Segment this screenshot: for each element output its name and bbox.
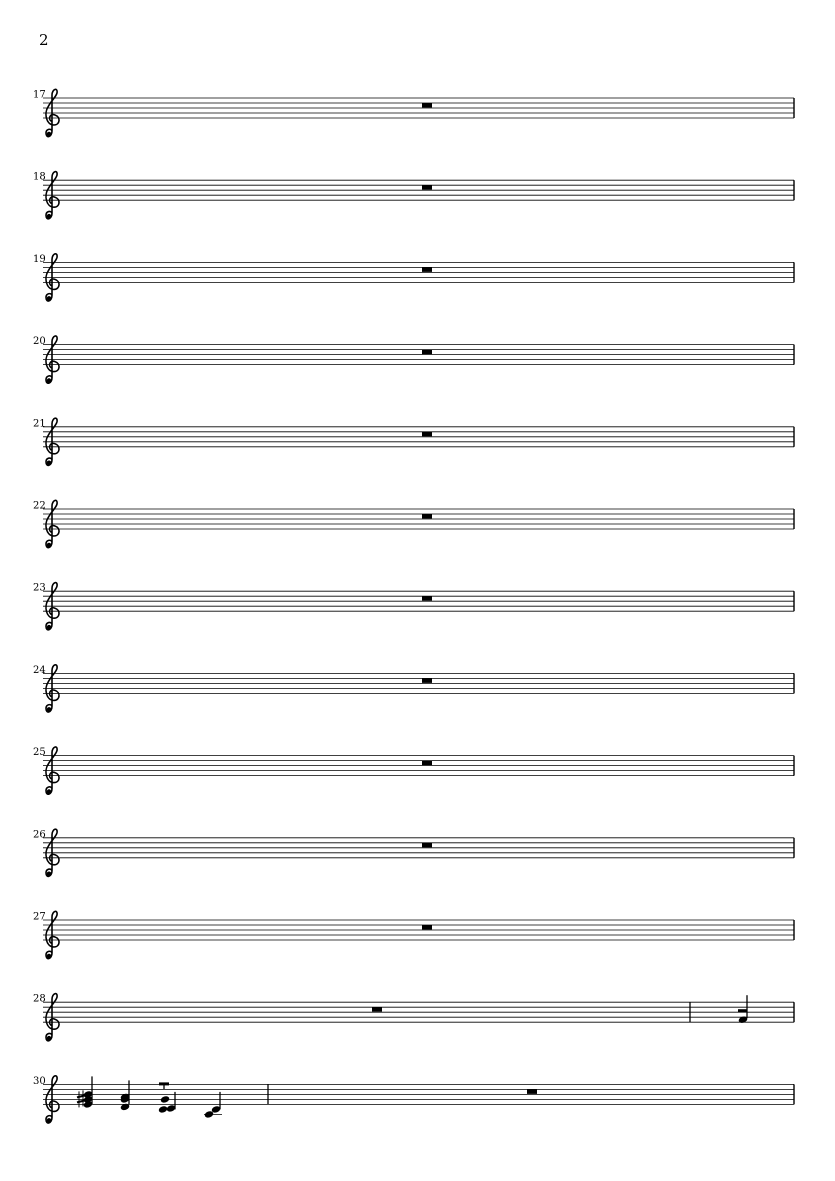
whole-rest-icon xyxy=(422,843,432,848)
measure-number: 19 xyxy=(33,253,46,265)
staff-system xyxy=(33,665,794,712)
whole-rest-icon xyxy=(422,103,432,108)
measure-number: 24 xyxy=(33,664,46,676)
whole-rest-icon xyxy=(422,514,432,519)
whole-rest-icon xyxy=(422,350,432,355)
staff-system xyxy=(33,583,794,630)
whole-rest-icon xyxy=(422,185,432,190)
note-head xyxy=(160,1095,170,1104)
page-number: 2 xyxy=(39,31,49,49)
whole-rest-icon xyxy=(422,925,432,930)
measure-number: 28 xyxy=(33,993,46,1005)
whole-rest-icon xyxy=(422,432,432,437)
staff-system xyxy=(33,89,794,136)
whole-rest-icon xyxy=(422,761,432,766)
staff-system xyxy=(33,172,794,219)
whole-rest-icon xyxy=(422,678,432,683)
measure-number: 27 xyxy=(33,911,46,923)
staff-system xyxy=(33,994,794,1041)
whole-rest-icon xyxy=(422,596,432,601)
measure-number: 20 xyxy=(33,336,46,348)
staff-system xyxy=(33,254,794,301)
note-head xyxy=(158,1105,168,1114)
measure-number: 21 xyxy=(33,418,46,430)
measure-number: 30 xyxy=(33,1075,46,1087)
staff-system xyxy=(33,336,794,383)
measure-number: 17 xyxy=(33,89,46,101)
whole-rest-icon xyxy=(372,1007,382,1012)
whole-rest-icon xyxy=(527,1089,537,1094)
staff-system xyxy=(33,829,794,876)
staff-system xyxy=(33,747,794,794)
measure-number: 23 xyxy=(33,582,46,594)
measure-number: 22 xyxy=(33,500,46,512)
staff-system xyxy=(33,911,794,958)
measure-number: 18 xyxy=(33,171,46,183)
staff-system xyxy=(33,418,794,465)
whole-rest-icon xyxy=(422,267,432,272)
rest-icon xyxy=(738,1009,747,1012)
staff-system xyxy=(33,500,794,547)
staff-system xyxy=(33,1076,794,1123)
measure-number: 26 xyxy=(33,829,46,841)
measure-number: 25 xyxy=(33,747,46,759)
